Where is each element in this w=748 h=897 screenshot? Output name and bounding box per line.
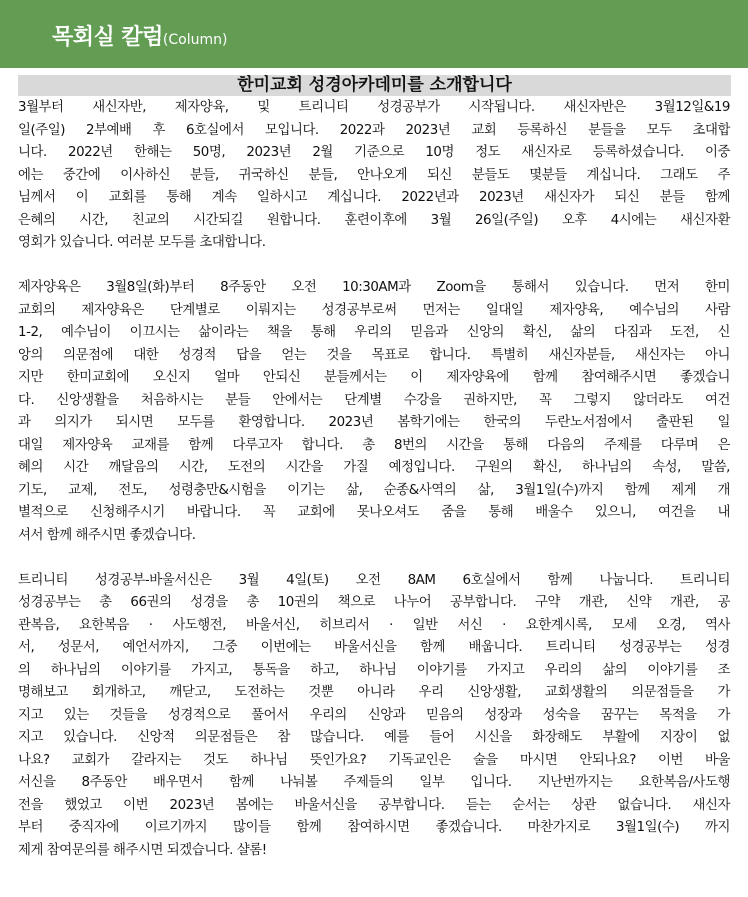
body-line: 부터 중직자에 이르기까지 많이들 함께 참여하시면 좋겠습니다. 마찬가지로 3월1일(수) 까지 — [18, 820, 730, 835]
body-line: 지만 한미교회에 오신지 얼마 안되신 분들께서는 이 제자양육에 함께 참여해주시면 좋겠습니 — [18, 370, 730, 385]
header-title — [52, 20, 227, 51]
body-line: 전을 했었고 이번 2023년 봄에는 바울서신을 공부합니다. 듣는 순서는 상관 없습니다. 새신자 — [18, 797, 730, 813]
body-line: 님께서 이 교회를 통해 계속 일하시고 계십니다. 2022년과 2023년 새신자가 되신 분들 함께 — [18, 190, 730, 205]
article-body — [18, 97, 730, 862]
paragraph-gap — [18, 547, 730, 570]
body-line: 대일 제자양육 교재를 함께 다루고자 합니다. 총 8번의 시간을 통해 다음의 주제를 다루며 은 — [18, 437, 730, 453]
body-line: 서신을 8주동안 배우면서 함께 나눠볼 주제들의 일부 입니다. 지난번까지는 요한복음/사도행 — [18, 775, 730, 790]
header-subtitle: (Column) — [162, 32, 228, 48]
column-header — [0, 0, 748, 68]
body-line: 과 의지가 되시면 모두를 환영합니다. 2023년 봄학기에는 한국의 두란노서점에서 출판된 일 — [18, 415, 730, 430]
body-line: 니다. 2022년 한해는 50명, 2023년 2월 기준으로 10명 정도 새신자로 등록하셨습니다. 이중 — [18, 145, 730, 160]
body-line: 제자양육은 3월8일(화)부터 8주동안 오전 10:30AM과 Zoom을 통해서 있습니다. 먼저 한미 — [18, 280, 730, 295]
body-line: 별적으로 신청해주시기 바랍니다. 꼭 교회에 못나오셔도 줌을 통해 배울수 있으니, 여건을 내 — [18, 505, 730, 520]
body-line: 성경공부는 총 66권의 성경을 총 10권의 책으로 나누어 공부합니다. 구약 개관, 신약 개관, 공 — [18, 595, 730, 610]
body-line: 기도, 교제, 전도, 성령충만&시험을 이기는 삶, 순종&사역의 삶, 3월1일(수)까지 함께 제게 개 — [18, 482, 730, 498]
body-line: 제게 참여문의를 해주시면 되겠습니다. 샬롬! — [18, 842, 267, 858]
header-title-text: 목회실 칼럼 — [52, 25, 163, 50]
paragraph-trinity-study — [18, 570, 730, 863]
paragraph-new-members — [18, 97, 730, 255]
body-line: 나요? 교회가 갈라지는 것도 하나님 뜻인가요? 기독교인은 술을 마시면 안되나요? 이번 바울 — [18, 752, 730, 768]
body-line: 서, 성문서, 예언서까지, 그중 이번에는 바울서신을 함께 배웁니다. 트리니티 성경공부는 성경 — [18, 640, 730, 655]
body-line: 혜의 시간 깨달음의 시간, 도전의 시간을 가질 예정입니다. 구원의 확신, 하나님의 속성, 말씀, — [18, 460, 730, 475]
body-line: 트리니티 성경공부-바울서신은 3월 4일(토) 오전 8AM 6호실에서 함께 나눕니다. 트리니티 — [18, 572, 730, 588]
body-line: 지고 있습니다. 신앙적 의문점들은 참 많습니다. 예를 들어 시신을 화장해도 부활에 지장이 없 — [18, 730, 730, 745]
body-line: 셔서 함께 해주시면 좋겠습니다. — [18, 527, 196, 543]
body-line: 에는 중간에 이사하신 분들, 귀국하신 분들, 안나오게 되신 분들도 몇분들 계십니다. 그래도 주 — [18, 167, 730, 183]
paragraph-gap — [18, 255, 730, 278]
body-line: 지고 있는 것들을 성경적으로 풀어서 우리의 신앙과 믿음의 성장과 성숙을 꿈꾸는 목적을 가 — [18, 707, 730, 723]
body-line: 1-2, 예수님이 이끄시는 삶이라는 책을 통해 우리의 믿음과 신앙의 확신, 삶의 다짐과 도전, 신 — [18, 325, 730, 340]
body-line: 은혜의 시간, 친교의 시간되길 원합니다. 훈련이후에 3월 26일(주일) 오후 4시에는 새신자환 — [18, 212, 730, 228]
body-line: 앙의 의문점에 대한 성경적 답을 얻는 것을 목표로 합니다. 특별히 새신자분들, 새신자는 아니 — [18, 347, 730, 363]
body-line: 관복음, 요한복음 · 사도행전, 바울서신, 히브리서 · 일반 서신 · 요한계시록, 모세 오경, 역사 — [18, 617, 730, 633]
body-line: 의 하나님의 이야기를 가지고, 통독을 하고, 하나님 이야기를 가지고 우리의 삶의 이야기를 조 — [18, 662, 730, 678]
body-line: 영회가 있습니다. 여러분 모두를 초대합니다. — [18, 235, 266, 250]
body-line: 일(주일) 2부예배 후 6호실에서 모입니다. 2022과 2023년 교회 등록하신 분들을 모두 초대합 — [18, 122, 730, 138]
body-line: 교회의 제자양육은 단계별로 이뤄지는 성경공부로써 먼저는 일대일 제자양육, 예수님의 사람 — [18, 302, 730, 318]
body-line: 다. 신앙생활을 처음하시는 분들 안에서는 단계별 수강을 권하지만, 꼭 그렇지 않더라도 여건 — [18, 392, 730, 408]
article-title: 한미교회 성경아카데미를 소개합니다 — [237, 75, 512, 95]
body-line: 3월부터 새신자반, 제자양육, 및 트리니티 성경공부가 시작됩니다. 새신자반은 3월12일&19 — [18, 100, 730, 115]
paragraph-discipleship — [18, 277, 730, 547]
body-line: 명해보고 회개하고, 깨닫고, 도전하는 것뿐 아니라 우리 신앙생활, 교회생활의 의문점들을 가 — [18, 685, 730, 700]
